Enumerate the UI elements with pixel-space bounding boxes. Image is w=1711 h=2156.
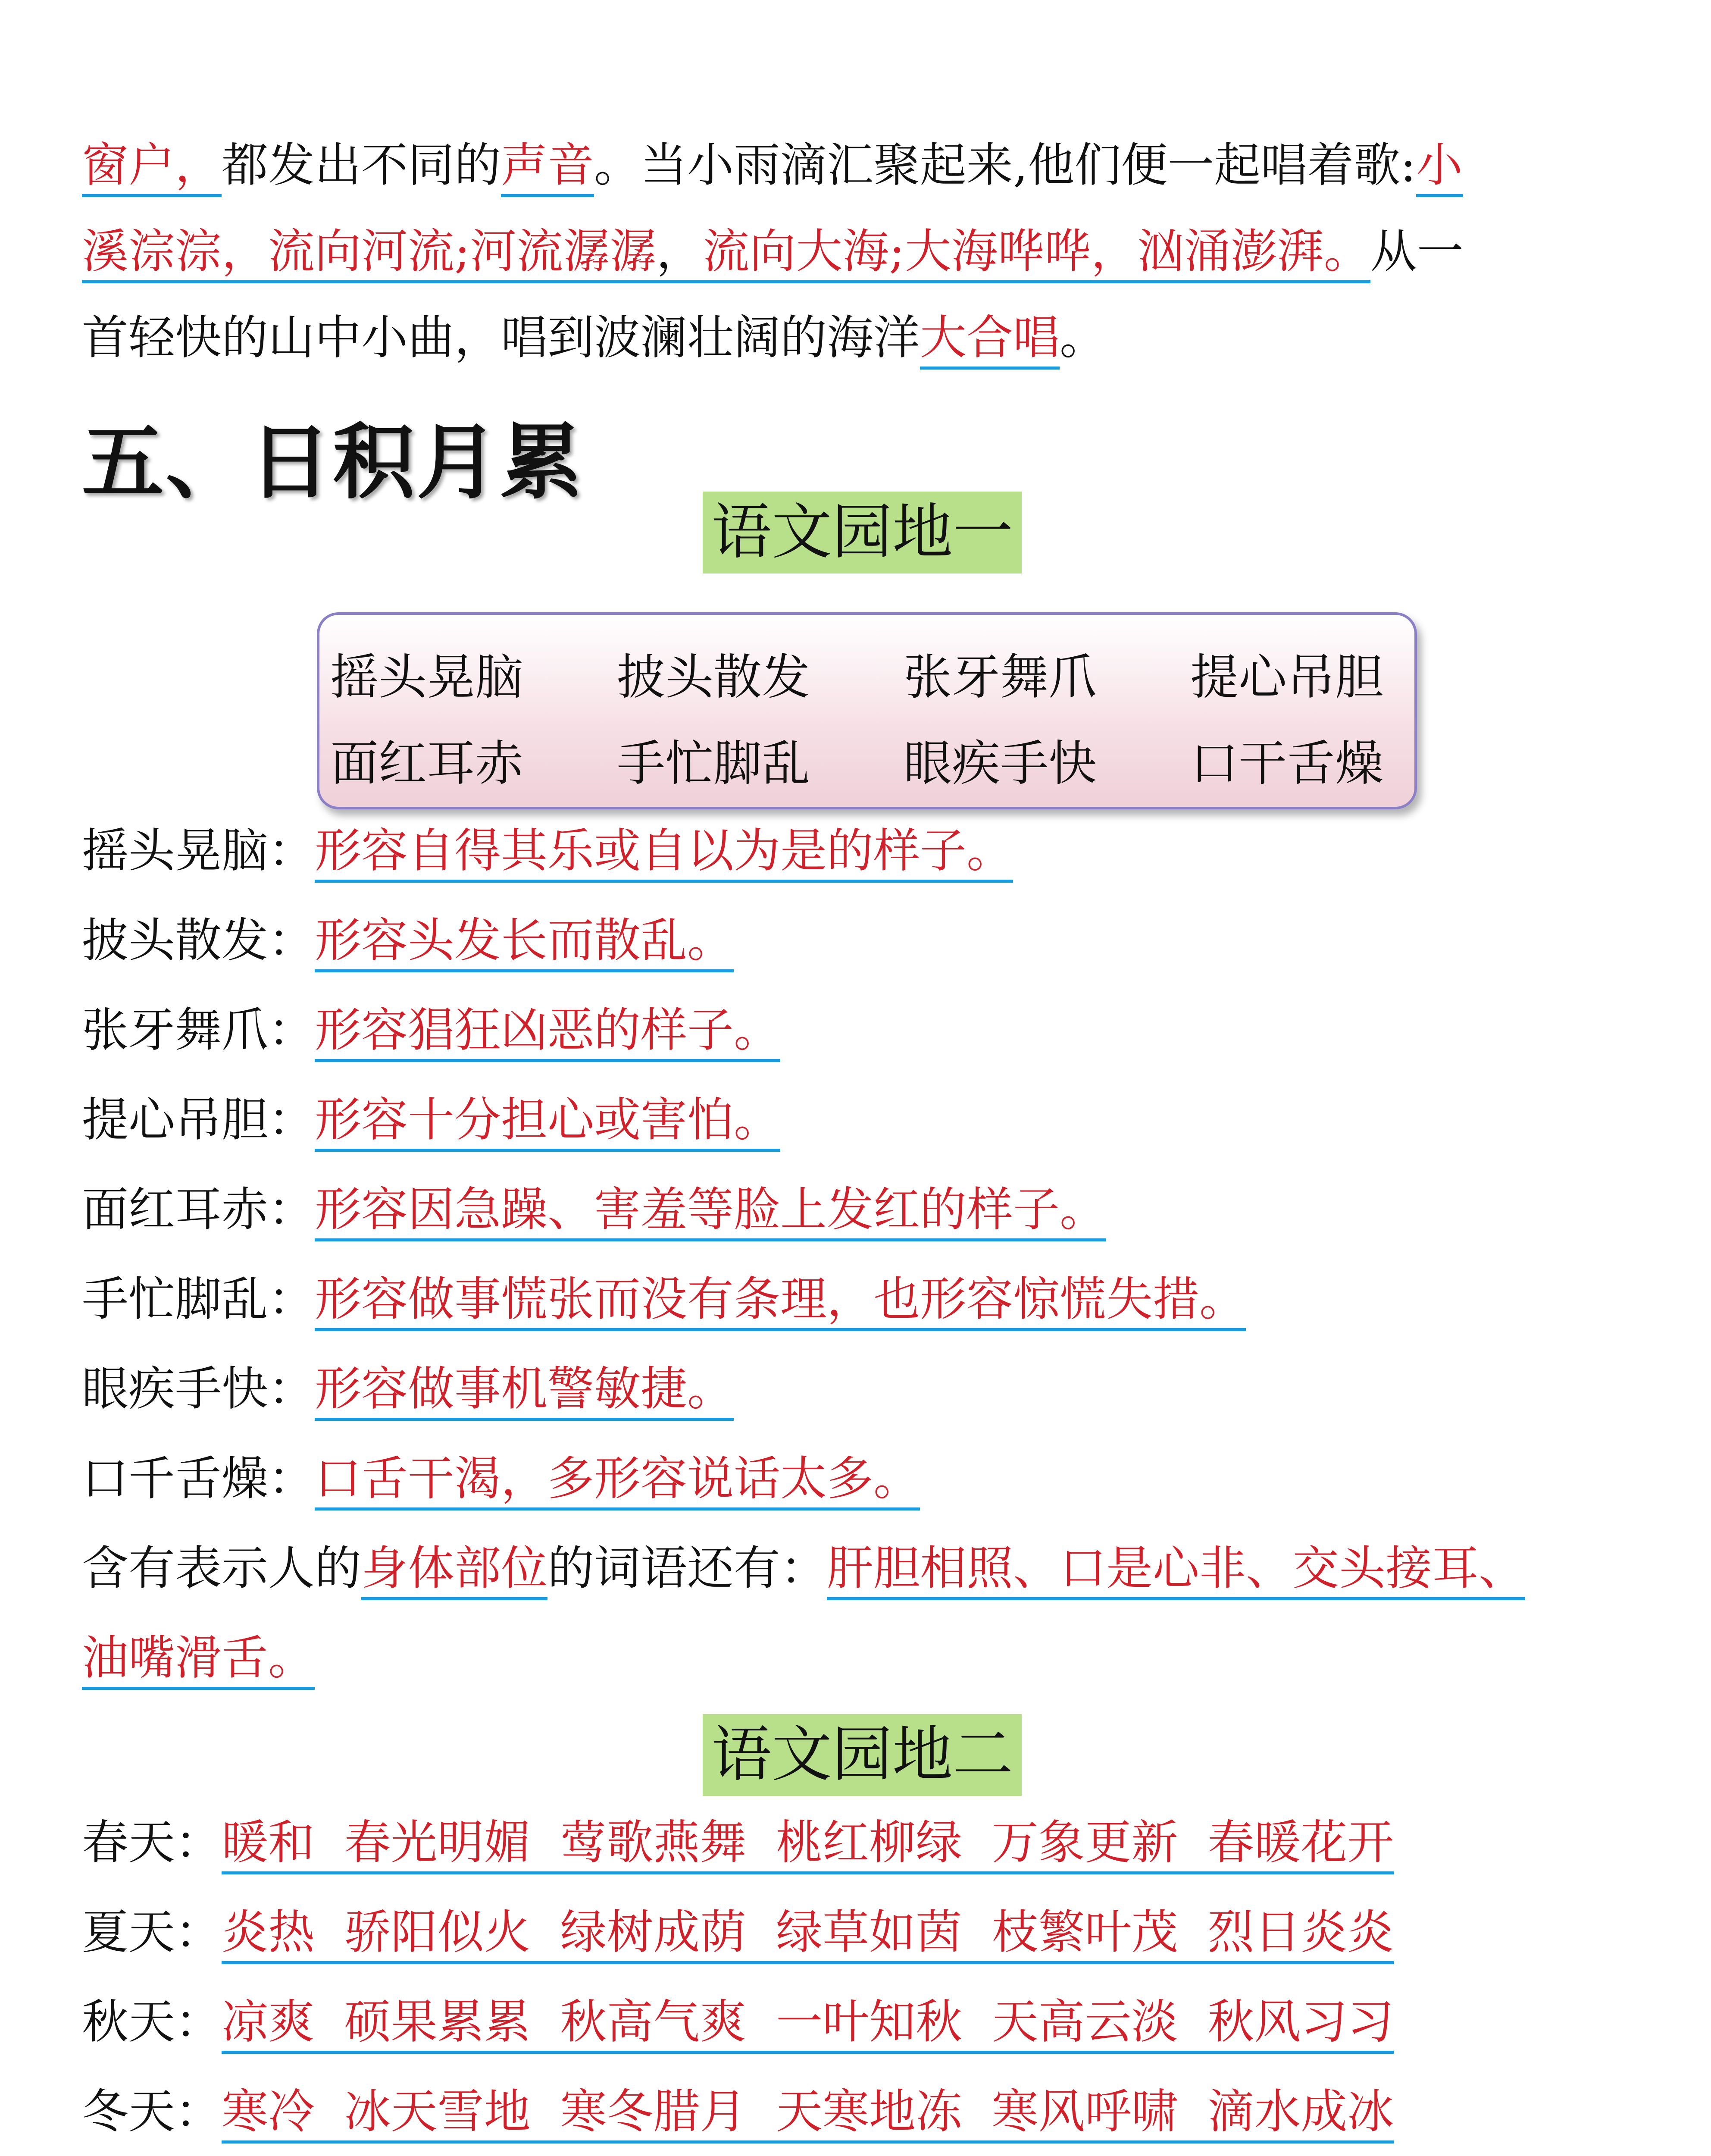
intro-line-2 xyxy=(82,225,1464,279)
season-label: 冬天： xyxy=(82,2085,222,2139)
section-title-2: 语文园地二 xyxy=(703,1714,1022,1796)
answer-text: 窗户， xyxy=(82,138,222,197)
season-words: 炎热 骄阳似火 绿树成荫 绿草如茵 枝繁叶茂 烈日炎炎 xyxy=(222,1905,1394,1964)
definition-row xyxy=(82,1272,1246,1326)
section-title-1: 语文园地一 xyxy=(703,492,1022,573)
definition-row xyxy=(82,1003,781,1057)
definition-term: 张牙舞爪： xyxy=(82,1003,315,1057)
season-label: 春天： xyxy=(82,1816,222,1870)
answer-text: 油嘴滑舌。 xyxy=(82,1631,315,1690)
body-text: ， xyxy=(656,225,703,283)
definition-term: 口千舌燥： xyxy=(82,1452,315,1506)
idiom-item: 口干舌燥 xyxy=(1190,736,1383,792)
body-text: 都发出不同的 xyxy=(222,138,501,192)
definition-term: 提心吊胆： xyxy=(82,1093,315,1147)
definition-term: 眼疾手快： xyxy=(82,1362,315,1416)
definition-meaning: 形容头发长而散乱。 xyxy=(315,914,734,972)
season-row xyxy=(82,1905,1394,1959)
season-label: 夏天： xyxy=(82,1905,222,1959)
definition-row xyxy=(82,1362,734,1416)
idiom-box xyxy=(317,612,1417,809)
body-text: 首轻快的山中小曲，唱到波澜壮阔的海洋 xyxy=(82,311,920,365)
definition-term: 手忙脚乱： xyxy=(82,1272,315,1326)
answer-text: 声音 xyxy=(501,138,594,197)
definition-row xyxy=(82,1093,781,1147)
definition-row xyxy=(82,1183,1107,1237)
idiom-item: 眼疾手快 xyxy=(904,736,1097,792)
body-text: 含有表示人的 xyxy=(82,1542,362,1595)
idiom-item: 提心吊胆 xyxy=(1190,649,1383,705)
definition-meaning: 口舌干渴，多形容说话太多。 xyxy=(315,1452,920,1510)
answer-text: 流向大海;大海哗哗，汹涌澎湃。 xyxy=(703,225,1370,283)
definition-term: 披头散发： xyxy=(82,914,315,968)
idiom-item: 张牙舞爪 xyxy=(904,649,1097,705)
season-label: 秋天： xyxy=(82,1995,222,2049)
answer-text: 溪淙淙，流向河流;河流潺潺 xyxy=(82,225,656,283)
main-heading: 五、日积月累 xyxy=(82,415,584,510)
definition-meaning: 形容因急躁、害羞等脸上发红的样子。 xyxy=(315,1183,1106,1241)
definition-meaning: 形容自得其乐或自以为是的样子。 xyxy=(315,824,1013,883)
season-words: 凉爽 硕果累累 秋高气爽 一叶知秋 天高云淡 秋风习习 xyxy=(222,1995,1394,2054)
answer-text: 肝胆相照、口是心非、交头接耳、 xyxy=(827,1542,1525,1600)
definition-meaning: 形容做事机警敏捷。 xyxy=(315,1362,734,1421)
definition-row xyxy=(82,914,734,968)
body-parts-line-1 xyxy=(82,1542,1526,1595)
definition-term: 面红耳赤： xyxy=(82,1183,315,1237)
body-parts-line-2 xyxy=(82,1631,315,1685)
definition-meaning: 形容猖狂凶恶的样子。 xyxy=(315,1003,780,1062)
answer-text: 身体部位 xyxy=(361,1542,547,1600)
idiom-item: 披头散发 xyxy=(617,649,810,705)
season-row xyxy=(82,1816,1394,1870)
definition-row xyxy=(82,824,1013,878)
season-words: 寒冷 冰天雪地 寒冬腊月 天寒地冻 寒风呼啸 滴水成冰 xyxy=(222,2085,1394,2143)
intro-line-1 xyxy=(82,138,1463,192)
definition-meaning: 形容做事慌张而没有条理，也形容惊慌失措。 xyxy=(315,1272,1246,1331)
definition-row xyxy=(82,1452,920,1506)
answer-text: 大合唱 xyxy=(920,311,1060,370)
idiom-item: 摇头晃脑 xyxy=(330,649,523,705)
idiom-item: 手忙脚乱 xyxy=(617,736,810,792)
season-words: 暖和 春光明媚 莺歌燕舞 桃红柳绿 万象更新 春暖花开 xyxy=(222,1816,1394,1874)
definition-term: 摇头晃脑： xyxy=(82,824,315,878)
answer-text: 小 xyxy=(1416,138,1463,197)
idiom-item: 面红耳赤 xyxy=(330,736,523,792)
definition-meaning: 形容十分担心或害怕。 xyxy=(315,1093,780,1152)
body-text: 。 xyxy=(1060,311,1107,365)
body-text: 的词语还有： xyxy=(547,1542,827,1595)
season-row xyxy=(82,1995,1394,2049)
body-text: 从一 xyxy=(1370,225,1464,279)
intro-line-3 xyxy=(82,311,1107,365)
body-text: 。当小雨滴汇聚起来,他们便一起唱着歌: xyxy=(594,138,1416,192)
season-row xyxy=(82,2085,1394,2139)
